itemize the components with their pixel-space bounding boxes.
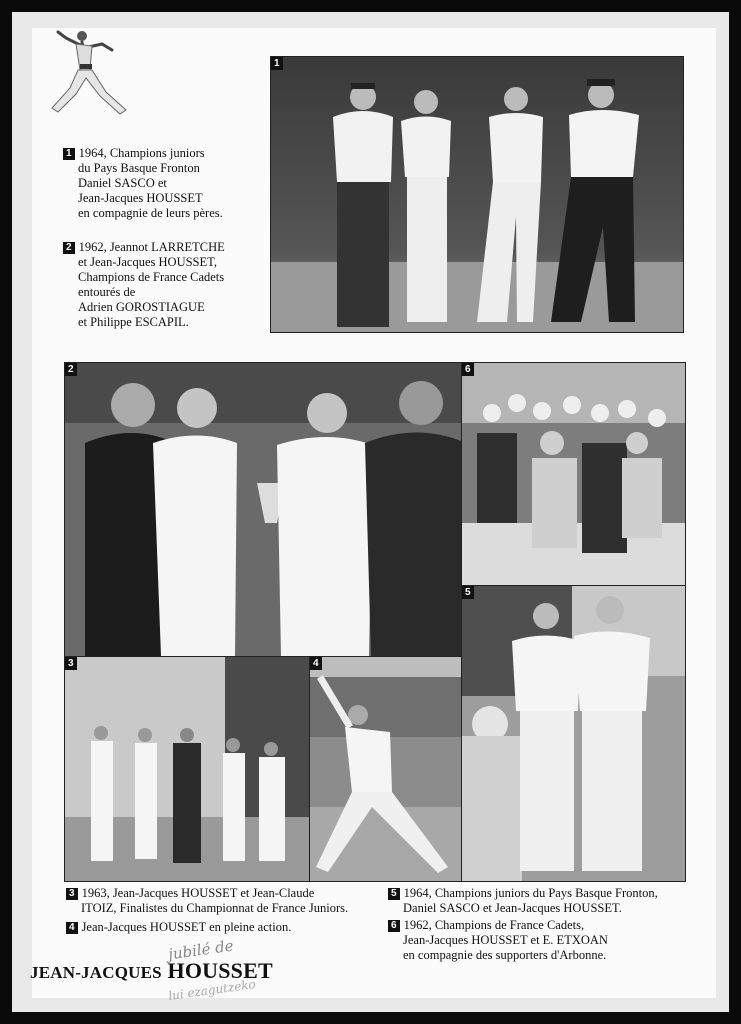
photo-number: 5 <box>462 586 474 599</box>
caption-line: 1964, Champions juniors du Pays Basque Fronton, <box>403 886 658 900</box>
caption-line: du Pays Basque Fronton <box>78 161 200 175</box>
footer-first-name: JEAN-JACQUES <box>30 963 162 982</box>
caption-line: en compagnie de leurs pères. <box>78 206 223 220</box>
photo-1 <box>270 56 684 333</box>
caption-num: 3 <box>66 888 78 900</box>
photo-number: 6 <box>462 363 474 376</box>
caption-4 <box>66 920 291 935</box>
caption-6 <box>388 918 608 963</box>
photo-4 <box>309 656 462 882</box>
photo-number: 2 <box>65 363 77 376</box>
footer-title <box>30 958 273 984</box>
caption-line: 1964, Champions juniors <box>78 146 205 160</box>
photo-5 <box>461 585 686 882</box>
caption-num: 5 <box>388 888 400 900</box>
jubile-script-text: jubilé de <box>167 936 235 964</box>
caption-line: entourés de <box>78 285 136 299</box>
caption-line: en compagnie des supporters d'Arbonne. <box>403 948 607 962</box>
photo-6 <box>461 362 686 586</box>
pelota-player-logo <box>36 28 132 128</box>
caption-num: 1 <box>63 148 75 160</box>
caption-line: Jean-Jacques HOUSSET et E. ETXOAN <box>403 933 608 947</box>
caption-line: Daniel SASCO et Jean-Jacques HOUSSET. <box>403 901 622 915</box>
photo-number: 1 <box>271 57 283 70</box>
caption-num: 6 <box>388 920 400 932</box>
caption-line: et Philippe ESCAPIL. <box>78 315 189 329</box>
footer-last-name: HOUSSET <box>167 958 273 983</box>
caption-num: 2 <box>63 242 75 254</box>
caption-line: 1962, Jeannot LARRETCHE <box>78 240 225 254</box>
caption-line: Champions de France Cadets <box>78 270 225 284</box>
caption-line: Adrien GOROSTIAGUE <box>78 300 205 314</box>
caption-num: 4 <box>66 922 78 934</box>
caption-line: Daniel SASCO et <box>78 176 167 190</box>
photo-3 <box>64 656 310 882</box>
script-subtext: lui ezagutzeko <box>167 976 257 1004</box>
caption-1 <box>63 146 223 221</box>
photo-number: 4 <box>310 657 322 670</box>
caption-3 <box>66 886 348 916</box>
caption-line: ITOIZ, Finalistes du Championnat de France Juniors. <box>81 901 349 915</box>
caption-line: Jean-Jacques HOUSSET <box>78 191 203 205</box>
caption-5 <box>388 886 658 916</box>
photo-2 <box>64 362 462 657</box>
caption-line: et Jean-Jacques HOUSSET, <box>78 255 217 269</box>
caption-2 <box>63 240 225 330</box>
caption-line: 1962, Champions de France Cadets, <box>403 918 585 932</box>
caption-line: 1963, Jean-Jacques HOUSSET et Jean-Claude <box>81 886 315 900</box>
photo-number: 3 <box>65 657 77 670</box>
caption-line: Jean-Jacques HOUSSET en pleine action. <box>81 920 292 934</box>
